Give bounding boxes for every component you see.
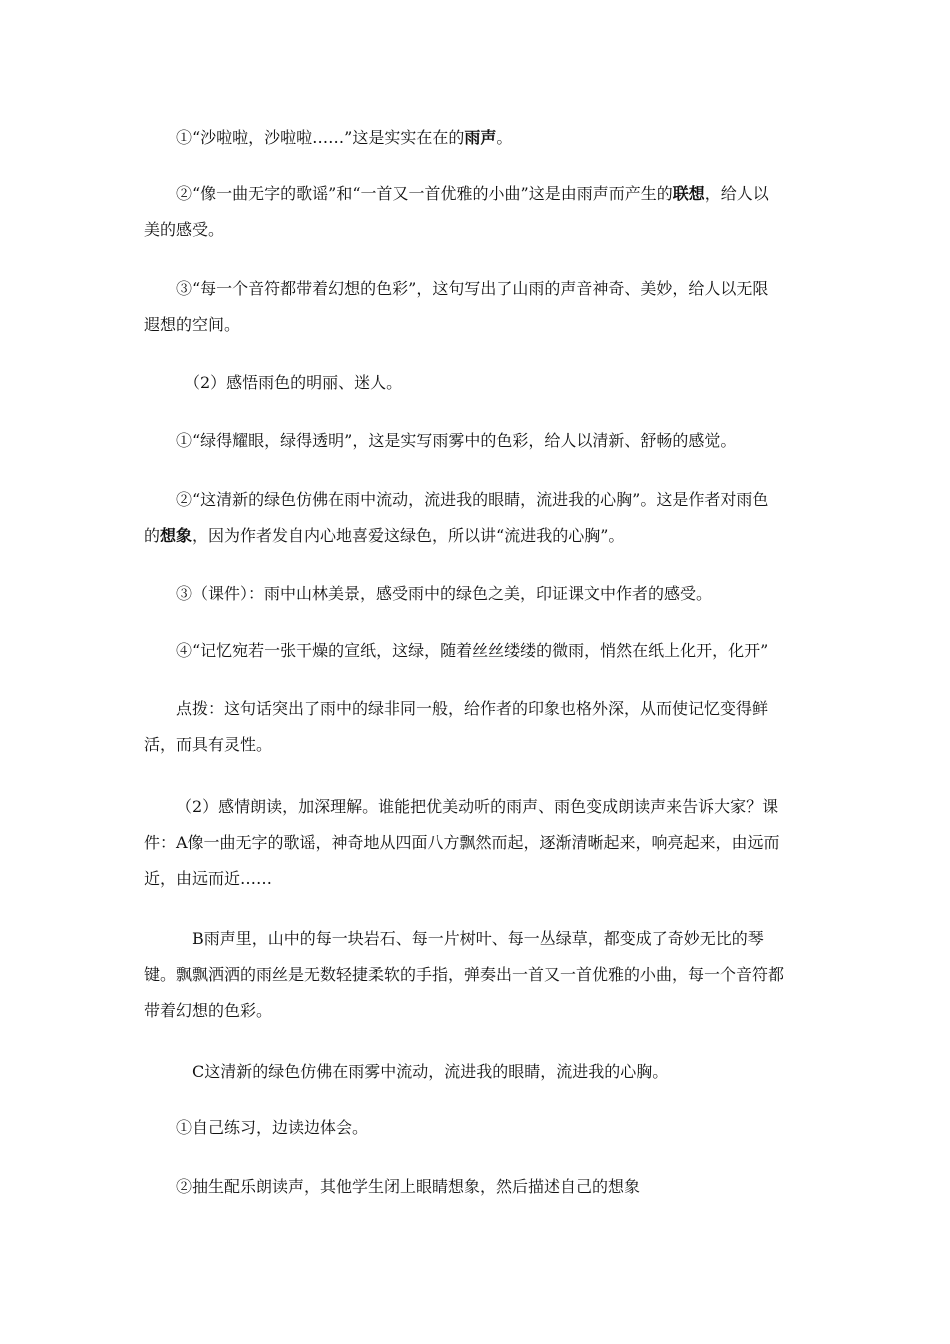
paragraph-text: ②“这清新的绿色仿佛在雨中流动，流进我的眼睛，流进我的心胸”。这是作者对雨色的 bbox=[144, 490, 769, 545]
paragraph-practice: ①自己练习，边读边体会。 bbox=[176, 1118, 369, 1137]
paragraph-rain-sound bbox=[144, 120, 784, 156]
paragraph-item-b: B雨声里，山中的每一块岩石、每一片树叶、每一丛绿草，都变成了奇妙无比的琴键。飘飘洒洒的雨丝是无数轻捷柔软的手指，弹奏出一首又一首优雅的小曲，每一个音符都带着幻想的色彩。 bbox=[144, 929, 785, 1020]
bold-keyword: 联想 bbox=[672, 184, 705, 203]
paragraph-bright-green: ①“绿得耀眼，绿得透明”，这是实写雨雾中的色彩，给人以清新、舒畅的感觉。 bbox=[176, 431, 737, 450]
paragraph-read-aloud: （2）感情朗读，加深理解。谁能把优美动听的雨声、雨色变成朗读声来告诉大家？课件：A像一曲无字的歌谣，神奇地从四面八方飘然而起，逐渐清晰起来，响亮起来，由远而近，由远而近…… bbox=[144, 797, 780, 888]
paragraph-memory-quote: ④“记忆宛若一张干燥的宣纸，这绿，随着丝丝缕缕的微雨，悄然在纸上化开，化开” bbox=[176, 641, 769, 660]
paragraph-text: ，因为作者发自内心地喜爱这绿色，所以讲“流进我的心胸”。 bbox=[192, 526, 625, 545]
bold-keyword: 想象 bbox=[160, 526, 193, 545]
section-heading-rain-color: （2）感悟雨色的明丽、迷人。 bbox=[184, 373, 403, 392]
paragraph-guidance: 点拨：这句话突出了雨中的绿非同一般，给作者的印象也格外深，从而使记忆变得鲜活，而具有灵性。 bbox=[144, 699, 769, 754]
paragraph-imagination bbox=[144, 482, 784, 554]
paragraph-courseware: ③（课件）：雨中山林美景，感受雨中的绿色之美，印证课文中作者的感受。 bbox=[176, 584, 713, 603]
paragraph-association bbox=[144, 176, 784, 248]
bold-keyword: 雨声 bbox=[464, 128, 497, 147]
paragraph-text: ，给人以美的感受。 bbox=[144, 184, 769, 239]
paragraph-item-c: C这清新的绿色仿佛在雨雾中流动，流进我的眼睛，流进我的心胸。 bbox=[192, 1062, 669, 1081]
paragraph-fantasy-color: ③“每一个音符都带着幻想的色彩”，这句写出了山雨的声音神奇、美妙，给人以无限遐想的空间。 bbox=[144, 279, 769, 334]
paragraph-music-reading: ②抽生配乐朗读声，其他学生闭上眼睛想象，然后描述自己的想象 bbox=[176, 1177, 641, 1196]
paragraph-text: ①“沙啦啦，沙啦啦……”这是实实在在的 bbox=[176, 128, 465, 147]
paragraph-text: 。 bbox=[496, 128, 513, 147]
paragraph-text: ②“像一曲无字的歌谣”和“一首又一首优雅的小曲”这是由雨声而产生的 bbox=[176, 184, 673, 203]
